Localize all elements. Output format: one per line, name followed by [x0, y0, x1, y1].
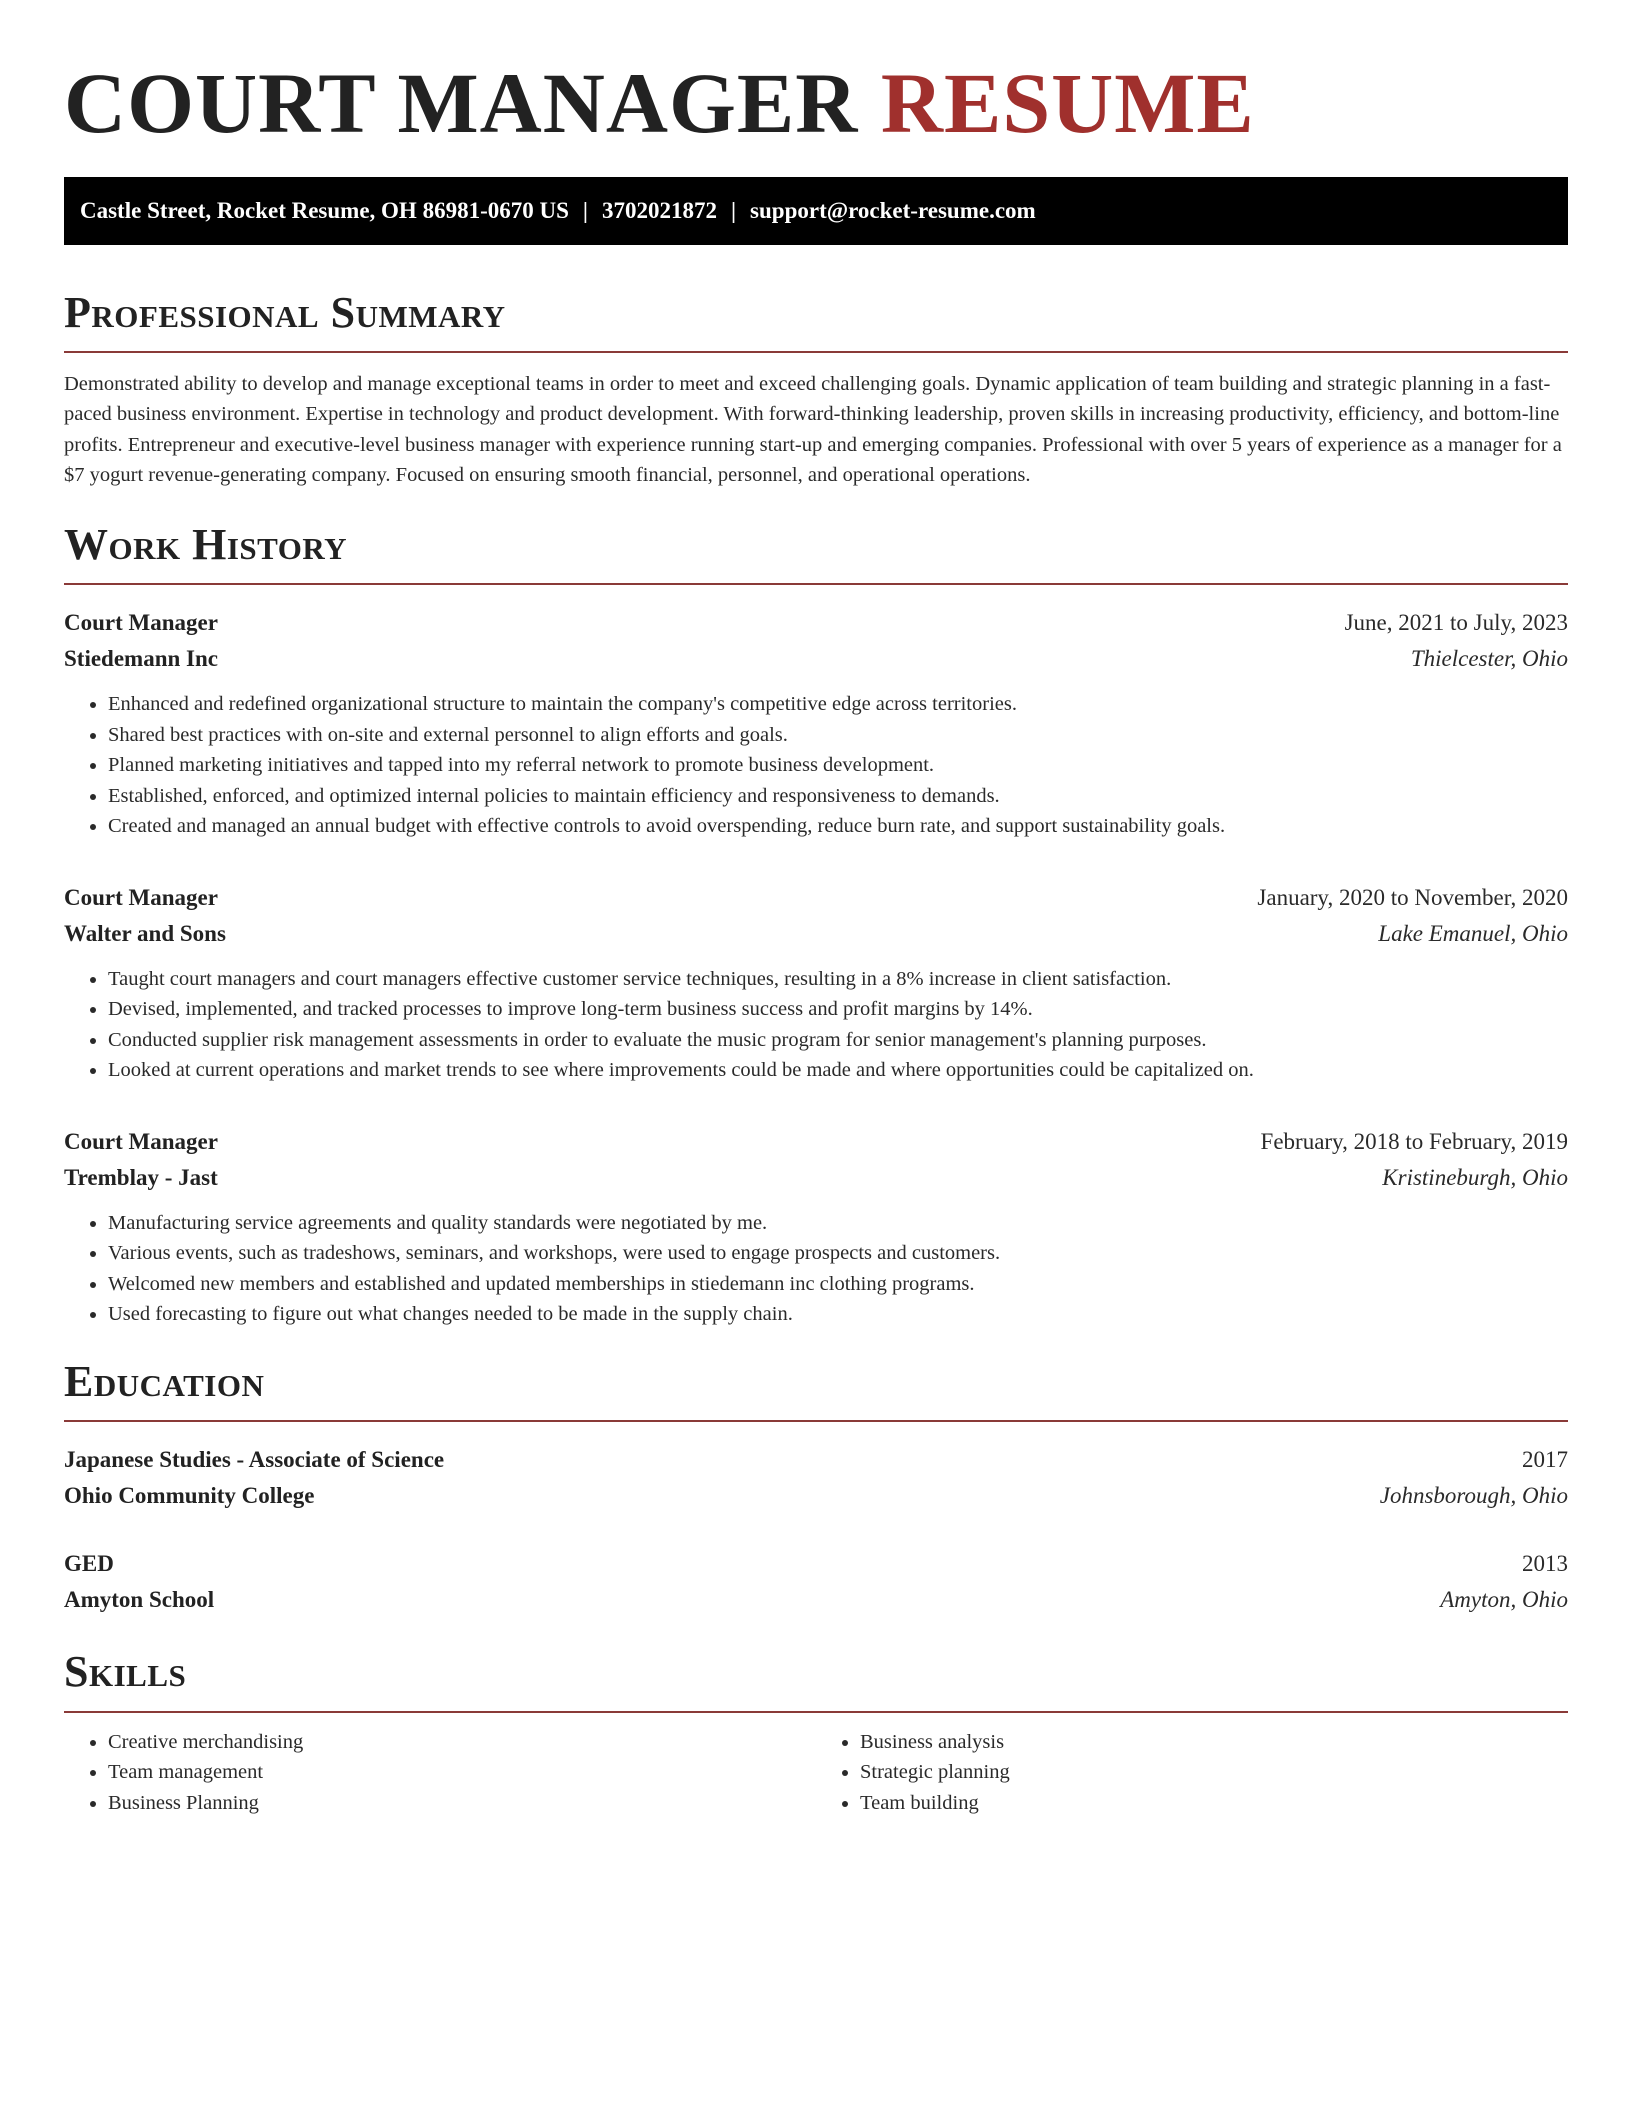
- job-bullet: • Welcomed new members and established and updated memberships in stiedemann inc clothing programs.: [108, 1269, 1568, 1300]
- skills-heading: Skills: [64, 1647, 187, 1697]
- contact-bar: [64, 177, 1568, 245]
- job-dates: February, 2018 to February, 2019: [1260, 1128, 1568, 1154]
- job-bullet: • Shared best practices with on-site and external personnel to align efforts and goals.: [108, 720, 1568, 751]
- education-year: 2013: [1522, 1551, 1568, 1577]
- job-location: Thielcester, Ohio: [1410, 646, 1568, 672]
- job-entry: [64, 605, 1568, 842]
- job-company-row: [64, 1160, 1568, 1196]
- job-dates: June, 2021 to July, 2023: [1344, 610, 1568, 636]
- education-school: Ohio Community College: [64, 1483, 315, 1509]
- education-heading: Education: [64, 1356, 265, 1406]
- title-main: COURT MANAGER: [64, 55, 859, 151]
- skill-item: • Business analysis: [860, 1727, 1568, 1758]
- skill-item: • Business Planning: [108, 1788, 816, 1819]
- job-bullets: [64, 964, 1568, 1086]
- job-bullet: • Established, enforced, and optimized internal policies to maintain efficiency and responsiveness to demands.: [108, 781, 1568, 812]
- job-bullet: • Manufacturing service agreements and quality standards were negotiated by me.: [108, 1208, 1568, 1239]
- job-title: Court Manager: [64, 884, 218, 910]
- job-bullets: [64, 1208, 1568, 1330]
- education-year: 2017: [1522, 1447, 1568, 1473]
- skill-item: • Creative merchandising: [108, 1727, 816, 1758]
- job-dates: January, 2020 to November, 2020: [1257, 884, 1568, 910]
- education-degree: GED: [64, 1551, 114, 1577]
- education-location: Johnsborough, Ohio: [1379, 1483, 1568, 1509]
- job-bullet: • Taught court managers and court managers effective customer service techniques, resulting in a 8% increase in client satisfaction.: [108, 964, 1568, 995]
- job-location: Lake Emanuel, Ohio: [1378, 920, 1568, 946]
- job-bullet: • Created and managed an annual budget with effective controls to avoid overspending, reduce burn rate, and support sustainability goals.: [108, 811, 1568, 842]
- skill-item: • Strategic planning: [860, 1757, 1568, 1788]
- job-location: Kristineburgh, Ohio: [1382, 1164, 1568, 1190]
- education-school-row: [64, 1582, 1568, 1618]
- section-divider: [64, 351, 1568, 353]
- job-entry: [64, 880, 1568, 1086]
- resume-title: [64, 56, 1568, 151]
- section-divider: [64, 1420, 1568, 1422]
- job-header-row: [64, 880, 1568, 916]
- contact-email[interactable]: support@rocket-resume.com: [750, 197, 1036, 223]
- skills-column-left: [64, 1727, 816, 1819]
- job-header-row: [64, 1124, 1568, 1160]
- summary-text: Demonstrated ability to develop and manage exceptional teams in order to meet and exceed challenging goals. Dynamic application of team building and strategic planning in a fast-paced business environment. Expertise in technology and product development. With forward-thinking leadership, proven skills in increasing productivity, efficiency, and bottom-line profits. Entrepreneur and executive-level business manager with experience running start-up and emerging companies. Professional with over 5 years of experience as a manager for a $7 yogurt revenue-generating company. Focused on ensuring smooth financial, personnel, and operational operations.: [64, 372, 1562, 487]
- section-divider: [64, 583, 1568, 585]
- contact-phone[interactable]: 3702021872: [601, 197, 717, 223]
- job-entry: [64, 1124, 1568, 1330]
- job-title: Court Manager: [64, 610, 218, 636]
- job-bullet: • Looked at current operations and market trends to see where improvements could be made and where opportunities could be capitalized on.: [108, 1055, 1568, 1086]
- skills-list: [64, 1727, 1568, 1819]
- skill-item: • Team management: [108, 1757, 816, 1788]
- job-bullet: • Devised, implemented, and tracked processes to improve long-term business success and profit margins by 14%.: [108, 994, 1568, 1025]
- title-accent: RESUME: [880, 55, 1255, 151]
- job-company: Stiedemann Inc: [64, 646, 218, 672]
- contact-separator: |: [730, 197, 737, 223]
- job-bullet: • Used forecasting to figure out what changes needed to be made in the supply chain.: [108, 1299, 1568, 1330]
- education-degree-row: [64, 1442, 1568, 1478]
- job-company: Walter and Sons: [64, 920, 226, 946]
- education-location: Amyton, Ohio: [1440, 1587, 1568, 1613]
- job-company: Tremblay - Jast: [64, 1164, 218, 1190]
- work-history-heading: Work History: [64, 519, 348, 569]
- education-school: Amyton School: [64, 1587, 215, 1613]
- section-divider: [64, 1711, 1568, 1713]
- contact-address: Castle Street, Rocket Resume, OH 86981-0670 US: [80, 197, 569, 223]
- job-header-row: [64, 605, 1568, 641]
- education-entry: [64, 1546, 1568, 1618]
- education-school-row: [64, 1478, 1568, 1514]
- skills-column-right: [816, 1727, 1568, 1819]
- contact-separator: |: [582, 197, 588, 223]
- education-degree-row: [64, 1546, 1568, 1582]
- job-bullet: • Conducted supplier risk management assessments in order to evaluate the music program for senior management's planning purposes.: [108, 1025, 1568, 1056]
- summary-heading: Professional Summary: [64, 287, 506, 337]
- job-bullet: • Enhanced and redefined organizational structure to maintain the company's competitive edge across territories.: [108, 689, 1568, 720]
- job-bullets: [64, 689, 1568, 842]
- skill-item: • Team building: [860, 1788, 1568, 1819]
- job-company-row: [64, 641, 1568, 677]
- education-degree: Japanese Studies - Associate of Science: [64, 1447, 445, 1473]
- job-company-row: [64, 916, 1568, 952]
- education-entry: [64, 1442, 1568, 1514]
- job-title: Court Manager: [64, 1128, 218, 1154]
- job-bullet: • Planned marketing initiatives and tapped into my referral network to promote business development.: [108, 750, 1568, 781]
- job-bullet: • Various events, such as tradeshows, seminars, and workshops, were used to engage prospects and customers.: [108, 1238, 1568, 1269]
